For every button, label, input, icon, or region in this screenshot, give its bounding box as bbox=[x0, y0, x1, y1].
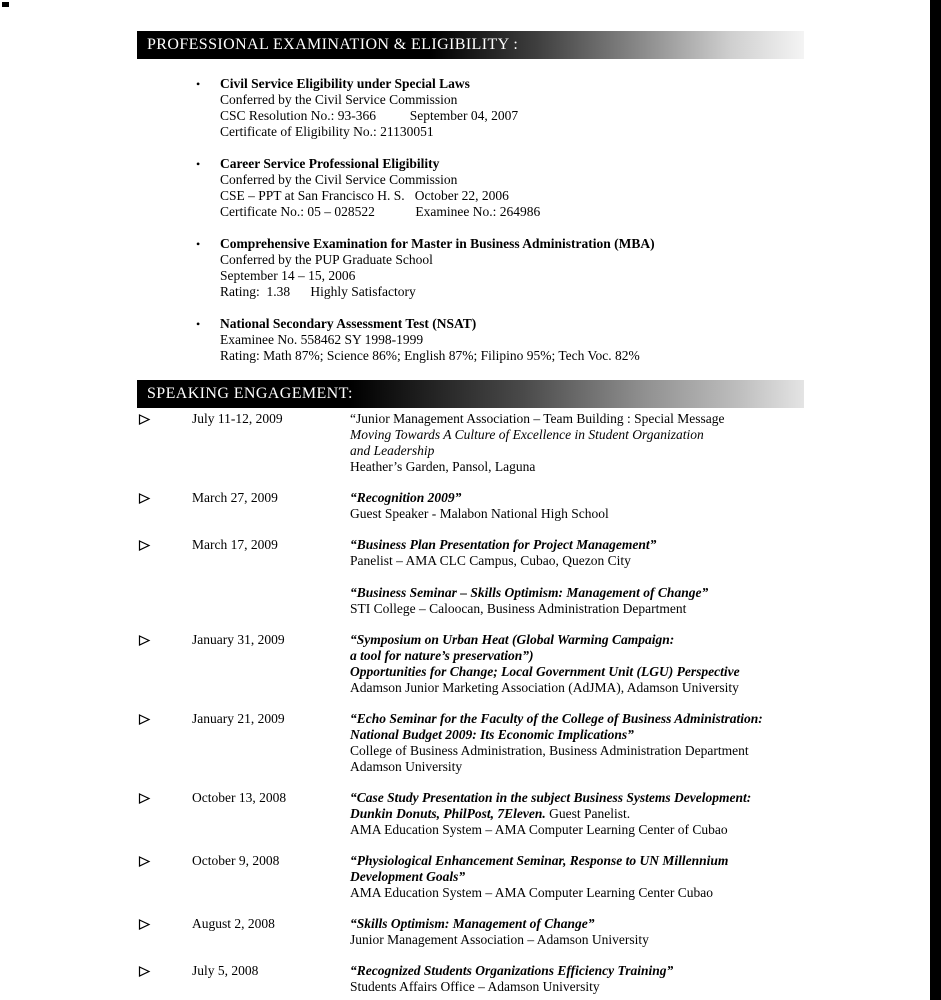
description-line bbox=[350, 743, 798, 759]
engagement-description bbox=[350, 711, 804, 775]
row-marker bbox=[137, 490, 192, 522]
engagement-date: August 2, 2008 bbox=[192, 916, 275, 931]
row-marker bbox=[137, 790, 192, 838]
description-line bbox=[350, 822, 798, 838]
description-line bbox=[350, 759, 798, 775]
exam-item-title: National Secondary Assessment Test (NSAT) bbox=[220, 316, 477, 331]
right-arrowhead-icon bbox=[138, 492, 151, 505]
description-line bbox=[350, 963, 798, 979]
text-segment: “Physiological Enhancement Seminar, Response to UN Millennium bbox=[350, 853, 729, 868]
description-line bbox=[350, 790, 798, 806]
page-right-edge-bar bbox=[930, 0, 941, 1000]
engagement-row bbox=[137, 963, 804, 995]
description-line bbox=[350, 569, 798, 585]
exam-item-detail: Rating: Math 87%; Science 86%; English 87%; Filipino 95%; Tech Voc. 82% bbox=[220, 348, 640, 363]
exam-item bbox=[196, 76, 804, 140]
description-line bbox=[350, 553, 798, 569]
row-marker bbox=[137, 853, 192, 901]
document-content bbox=[137, 0, 804, 1000]
engagement-date: January 21, 2009 bbox=[192, 711, 285, 726]
exam-item bbox=[196, 156, 804, 220]
description-line bbox=[350, 506, 798, 522]
row-marker bbox=[137, 963, 192, 995]
right-arrowhead-icon bbox=[138, 634, 151, 647]
exam-item-title: Civil Service Eligibility under Special Laws bbox=[220, 76, 470, 91]
text-segment: Guest Speaker - Malabon National High School bbox=[350, 506, 609, 521]
right-arrowhead-icon bbox=[138, 918, 151, 931]
description-line bbox=[350, 443, 798, 459]
description-line bbox=[350, 932, 798, 948]
exam-item-title: Career Service Professional Eligibility bbox=[220, 156, 440, 171]
description-line bbox=[350, 916, 798, 932]
description-line bbox=[350, 648, 798, 664]
engagement-row bbox=[137, 411, 804, 475]
engagement-row bbox=[137, 711, 804, 775]
engagement-row bbox=[137, 853, 804, 901]
description-line bbox=[350, 601, 798, 617]
exam-item-body bbox=[220, 236, 804, 300]
exam-item-detail: September 14 – 15, 2006 bbox=[220, 268, 356, 283]
exam-item-detail: CSE – PPT at San Francisco H. S. October 22, 2006 bbox=[220, 188, 509, 203]
exam-item bbox=[196, 316, 804, 364]
engagement-description bbox=[350, 537, 804, 617]
text-segment: AMA Education System – AMA Computer Learning Center of Cubao bbox=[350, 822, 728, 837]
engagement-row bbox=[137, 916, 804, 948]
engagement-description bbox=[350, 632, 804, 696]
engagement-row bbox=[137, 537, 804, 617]
text-segment: Development Goals” bbox=[350, 869, 466, 884]
row-marker bbox=[137, 411, 192, 475]
exam-section-title: PROFESSIONAL EXAMINATION & ELIGIBILITY : bbox=[147, 36, 519, 53]
engagement-date: October 9, 2008 bbox=[192, 853, 280, 868]
row-marker bbox=[137, 632, 192, 696]
engagement-date: March 17, 2009 bbox=[192, 537, 278, 552]
right-arrowhead-icon bbox=[138, 413, 151, 426]
text-segment: “Junior Management Association – Team Building : Special Message bbox=[350, 411, 725, 426]
engagement-date: January 31, 2009 bbox=[192, 632, 285, 647]
description-line bbox=[350, 537, 798, 553]
engagement-description bbox=[350, 916, 804, 948]
text-segment: “Recognition 2009” bbox=[350, 490, 462, 505]
text-segment: AMA Education System – AMA Computer Learning Center Cubao bbox=[350, 885, 713, 900]
text-segment: Adamson Junior Marketing Association (AdJMA), Adamson University bbox=[350, 680, 739, 695]
text-segment: “Business Plan Presentation for Project Management” bbox=[350, 537, 657, 552]
bullet-icon: • bbox=[196, 157, 201, 171]
text-segment: “Business Seminar – Skills Optimism: Management of Change” bbox=[350, 585, 709, 600]
exam-item-detail: Certificate of Eligibility No.: 21130051 bbox=[220, 124, 434, 139]
description-line bbox=[350, 459, 798, 475]
engagement-description bbox=[350, 790, 804, 838]
description-line bbox=[350, 411, 798, 427]
engagement-row bbox=[137, 490, 804, 522]
text-segment: STI College – Caloocan, Business Administration Department bbox=[350, 601, 687, 616]
text-segment: Panelist – AMA CLC Campus, Cubao, Quezon City bbox=[350, 553, 631, 568]
text-segment: Students Affairs Office – Adamson University bbox=[350, 979, 600, 994]
text-segment: “Case Study Presentation in the subject Business Systems Development: bbox=[350, 790, 752, 805]
bullet-icon: • bbox=[196, 237, 201, 251]
text-segment: Opportunities for Change; Local Government Unit (LGU) Perspective bbox=[350, 664, 740, 679]
engagement-description bbox=[350, 963, 804, 995]
right-arrowhead-icon bbox=[138, 855, 151, 868]
text-segment: “Echo Seminar for the Faculty of the College of Business Administration: bbox=[350, 711, 763, 726]
text-segment: Adamson University bbox=[350, 759, 463, 774]
right-arrowhead-icon bbox=[138, 713, 151, 726]
exam-item-title: Comprehensive Examination for Master in Business Administration (MBA) bbox=[220, 236, 655, 251]
speaking-section-header bbox=[137, 380, 804, 408]
text-segment: College of Business Administration, Business Administration Department bbox=[350, 743, 749, 758]
description-line bbox=[350, 869, 798, 885]
text-segment: Junior Management Association – Adamson University bbox=[350, 932, 649, 947]
bullet-icon: • bbox=[196, 77, 201, 91]
text-segment: Guest Panelist. bbox=[545, 806, 631, 821]
description-line bbox=[350, 727, 798, 743]
description-line bbox=[350, 680, 798, 696]
description-line bbox=[350, 979, 798, 995]
engagement-description bbox=[350, 853, 804, 901]
description-line bbox=[350, 490, 798, 506]
engagement-date: March 27, 2009 bbox=[192, 490, 278, 505]
engagement-row bbox=[137, 790, 804, 838]
right-arrowhead-icon bbox=[138, 792, 151, 805]
exam-item-detail: Conferred by the Civil Service Commission bbox=[220, 172, 458, 187]
row-marker bbox=[137, 916, 192, 948]
exam-item-body bbox=[220, 316, 804, 364]
description-line bbox=[350, 711, 798, 727]
description-line bbox=[350, 427, 798, 443]
description-line bbox=[350, 885, 798, 901]
description-line bbox=[350, 806, 798, 822]
text-segment: Moving Towards A Culture of Excellence in Student Organization bbox=[350, 427, 704, 442]
bullet-icon: • bbox=[196, 317, 201, 331]
exam-item-detail: Rating: 1.38 Highly Satisfactory bbox=[220, 284, 416, 299]
exam-item-body bbox=[220, 76, 804, 140]
text-segment: Heather’s Garden, Pansol, Laguna bbox=[350, 459, 536, 474]
page-corner-mark bbox=[2, 2, 9, 7]
text-segment: “Recognized Students Organizations Efficiency Training” bbox=[350, 963, 674, 978]
engagement-row bbox=[137, 632, 804, 696]
exam-item-body bbox=[220, 156, 804, 220]
speaking-section-title: SPEAKING ENGAGEMENT: bbox=[147, 385, 353, 402]
exam-item-detail: Examinee No. 558462 SY 1998-1999 bbox=[220, 332, 424, 347]
text-segment: “Symposium on Urban Heat (Global Warming Campaign: bbox=[350, 632, 675, 647]
exam-item-detail: Conferred by the Civil Service Commission bbox=[220, 92, 458, 107]
engagement-description bbox=[350, 411, 804, 475]
engagement-date: October 13, 2008 bbox=[192, 790, 287, 805]
exam-section-header bbox=[137, 31, 804, 59]
right-arrowhead-icon bbox=[138, 965, 151, 978]
engagement-date: July 5, 2008 bbox=[192, 963, 259, 978]
engagement-description bbox=[350, 490, 804, 522]
text-segment: and Leadership bbox=[350, 443, 435, 458]
text-segment: a tool for nature’s preservation”) bbox=[350, 648, 534, 663]
engagement-date: July 11-12, 2009 bbox=[192, 411, 283, 426]
exam-item-detail: Certificate No.: 05 – 028522 Examinee No.: 264986 bbox=[220, 204, 541, 219]
exam-item-detail: CSC Resolution No.: 93-366 September 04, 2007 bbox=[220, 108, 519, 123]
description-line bbox=[350, 853, 798, 869]
text-segment: Dunkin Donuts, PhilPost, 7Eleven. bbox=[350, 806, 546, 821]
description-line bbox=[350, 664, 798, 680]
row-marker bbox=[137, 537, 192, 617]
description-line bbox=[350, 632, 798, 648]
description-line bbox=[350, 585, 798, 601]
text-segment: “Skills Optimism: Management of Change” bbox=[350, 916, 595, 931]
text-segment: National Budget 2009: Its Economic Implications” bbox=[350, 727, 634, 742]
row-marker bbox=[137, 711, 192, 775]
exam-item-detail: Conferred by the PUP Graduate School bbox=[220, 252, 433, 267]
speaking-list bbox=[137, 411, 804, 995]
exam-list bbox=[137, 59, 804, 364]
right-arrowhead-icon bbox=[138, 539, 151, 552]
exam-item bbox=[196, 236, 804, 300]
